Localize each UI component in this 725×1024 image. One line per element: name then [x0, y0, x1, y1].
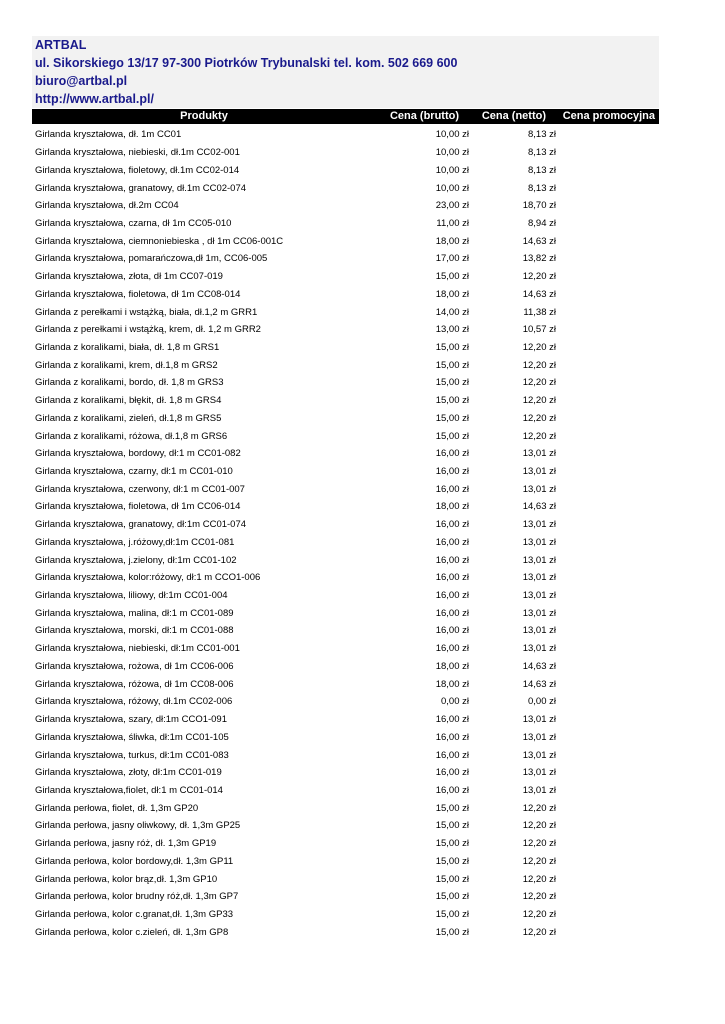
table-row [32, 870, 659, 888]
table-row [32, 268, 659, 286]
header-price-net: Cena (netto) [481, 110, 546, 122]
table-row [32, 604, 659, 622]
price-gross-cell: 10,00 zł [435, 147, 469, 159]
product-name-cell: Girlanda kryształowa, dł.2m CC04 [35, 200, 179, 212]
price-gross-cell: 13,00 zł [435, 324, 469, 336]
company-website[interactable]: http://www.artbal.pl/ [32, 90, 659, 108]
price-gross-cell: 15,00 zł [435, 395, 469, 407]
product-name-cell: Girlanda kryształowa,fiolet, dł:1 m CC01-014 [35, 784, 223, 796]
product-name-cell: Girlanda kryształowa, morski, dł:1 m CC01-088 [35, 625, 234, 637]
price-gross-cell: 16,00 zł [435, 448, 469, 460]
price-net-cell: 13,01 zł [522, 554, 556, 566]
price-gross-cell: 16,00 zł [435, 625, 469, 637]
company-email[interactable]: biuro@artbal.pl [32, 72, 659, 90]
table-row [32, 285, 659, 303]
price-gross-cell: 18,00 zł [435, 288, 469, 300]
price-gross-cell: 18,00 zł [435, 678, 469, 690]
price-net-cell: 11,38 zł [523, 306, 556, 318]
product-name-cell: Girlanda perłowa, fiolet, dł. 1,3m GP20 [35, 802, 199, 814]
table-row [32, 746, 659, 764]
product-name-cell: Girlanda kryształowa, rożowa, dł 1m CC06-006 [35, 660, 234, 672]
product-name-cell: Girlanda z koralikami, biała, dł. 1,8 m GRS1 [35, 341, 220, 353]
table-row [32, 782, 659, 800]
price-gross-cell: 15,00 zł [435, 341, 469, 353]
product-name-cell: Girlanda perłowa, kolor c.zieleń, dł. 1,3m GP8 [35, 926, 229, 938]
table-row [32, 569, 659, 587]
price-gross-cell: 16,00 zł [435, 767, 469, 779]
header-price-promo: Cena promocyjna [562, 110, 655, 122]
table-row [32, 534, 659, 552]
price-gross-cell: 16,00 zł [435, 466, 469, 478]
price-gross-cell: 10,00 zł [435, 129, 469, 141]
product-name-cell: Girlanda kryształowa, czarny, dł:1 m CC01-010 [35, 466, 233, 478]
table-row [32, 640, 659, 658]
product-name-cell: Girlanda kryształowa, fioletowa, dł 1m CC06-014 [35, 501, 241, 513]
price-gross-cell: 15,00 zł [435, 359, 469, 371]
price-gross-cell: 16,00 zł [435, 554, 469, 566]
product-name-cell: Girlanda kryształowa, czarna, dł 1m CC05-010 [35, 217, 232, 229]
table-row [32, 126, 659, 144]
table-header [32, 109, 659, 124]
table-row [32, 480, 659, 498]
price-net-cell: 13,01 zł [522, 767, 556, 779]
price-gross-cell: 16,00 zł [435, 590, 469, 602]
price-gross-cell: 15,00 zł [435, 855, 469, 867]
price-gross-cell: 16,00 zł [435, 784, 469, 796]
price-net-cell: 8,13 zł [528, 147, 556, 159]
company-name: ARTBAL [32, 36, 659, 54]
product-name-cell: Girlanda kryształowa, różowy, dł.1m CC02-006 [35, 696, 233, 708]
price-net-cell: 13,01 zł [522, 536, 556, 548]
price-net-cell: 12,20 zł [522, 891, 556, 903]
price-gross-cell: 15,00 zł [435, 820, 469, 832]
price-gross-cell: 16,00 zł [435, 749, 469, 761]
price-net-cell: 12,20 zł [522, 873, 556, 885]
price-net-cell: 12,20 zł [522, 430, 556, 442]
price-gross-cell: 10,00 zł [435, 182, 469, 194]
table-row [32, 215, 659, 233]
price-net-cell: 14,63 zł [522, 235, 556, 247]
table-row [32, 728, 659, 746]
table-row [32, 179, 659, 197]
price-gross-cell: 15,00 zł [435, 412, 469, 424]
price-list-page [32, 36, 659, 941]
header-price-gross: Cena (brutto) [389, 110, 459, 122]
price-gross-cell: 18,00 zł [435, 660, 469, 672]
price-net-cell: 18,70 zł [522, 200, 556, 212]
table-row [32, 906, 659, 924]
product-name-cell: Girlanda z perełkami i wstążką, krem, dł. 1,2 m GRR2 [35, 324, 261, 336]
table-row [32, 764, 659, 782]
table-row [32, 303, 659, 321]
price-gross-cell: 11,00 zł [436, 217, 469, 229]
table-row [32, 356, 659, 374]
price-gross-cell: 0,00 zł [441, 696, 469, 708]
table-row [32, 161, 659, 179]
product-name-cell: Girlanda perłowa, kolor c.granat,dł. 1,3m GP33 [35, 908, 234, 920]
price-net-cell: 13,01 zł [522, 714, 556, 726]
price-net-cell: 12,20 zł [522, 412, 556, 424]
product-name-cell: Girlanda kryształowa, malina, dł:1 m CC01-089 [35, 607, 234, 619]
price-net-cell: 13,82 zł [522, 253, 556, 265]
price-gross-cell: 23,00 zł [435, 200, 469, 212]
product-name-cell: Girlanda kryształowa, niebieski, dł:1m CC01-001 [35, 643, 240, 655]
price-net-cell: 14,63 zł [522, 501, 556, 513]
price-gross-cell: 16,00 zł [435, 572, 469, 584]
price-gross-cell: 16,00 zł [435, 714, 469, 726]
price-net-cell: 13,01 zł [522, 643, 556, 655]
product-name-cell: Girlanda kryształowa, bordowy, dł:1 m CC01-082 [35, 448, 241, 460]
table-row [32, 516, 659, 534]
price-gross-cell: 15,00 zł [435, 838, 469, 850]
product-name-cell: Girlanda z koralikami, bordo, dł. 1,8 m GRS3 [35, 377, 224, 389]
table-row [32, 232, 659, 250]
table-row [32, 427, 659, 445]
table-row [32, 144, 659, 162]
product-name-cell: Girlanda perłowa, kolor brąz,dł. 1,3m GP10 [35, 873, 218, 885]
table-row [32, 445, 659, 463]
price-net-cell: 14,63 zł [522, 678, 556, 690]
product-name-cell: Girlanda z koralikami, krem, dł.1,8 m GRS2 [35, 359, 218, 371]
table-row [32, 852, 659, 870]
price-gross-cell: 15,00 zł [435, 891, 469, 903]
product-name-cell: Girlanda kryształowa, j.zielony, dł:1m CC01-102 [35, 554, 237, 566]
price-net-cell: 13,01 zł [522, 784, 556, 796]
table-row [32, 410, 659, 428]
product-name-cell: Girlanda kryształowa, złoty, dł:1m CC01-019 [35, 767, 222, 779]
product-name-cell: Girlanda perłowa, jasny oliwkowy, dł. 1,3m GP25 [35, 820, 241, 832]
price-net-cell: 8,13 zł [528, 164, 556, 176]
price-gross-cell: 15,00 zł [435, 926, 469, 938]
price-net-cell: 12,20 zł [522, 395, 556, 407]
product-name-cell: Girlanda z koralikami, błękit, dł. 1,8 m GRS4 [35, 395, 222, 407]
price-net-cell: 12,20 zł [522, 820, 556, 832]
product-name-cell: Girlanda kryształowa, złota, dł 1m CC07-019 [35, 271, 223, 283]
price-gross-cell: 14,00 zł [435, 306, 469, 318]
company-address: ul. Sikorskiego 13/17 97-300 Piotrków Trybunalski tel. kom. 502 669 600 [32, 54, 659, 72]
price-net-cell: 13,01 zł [522, 466, 556, 478]
price-net-cell: 14,63 zł [522, 288, 556, 300]
price-gross-cell: 16,00 zł [435, 536, 469, 548]
product-name-cell: Girlanda kryształowa, czerwony, dł:1 m CC01-007 [35, 483, 245, 495]
price-net-cell: 13,01 zł [522, 731, 556, 743]
table-row [32, 622, 659, 640]
price-net-cell: 13,01 zł [522, 749, 556, 761]
product-name-cell: Girlanda kryształowa, fioletowa, dł 1m CC08-014 [35, 288, 241, 300]
table-row [32, 250, 659, 268]
product-name-cell: Girlanda kryształowa, niebieski, dł.1m CC02-001 [35, 147, 240, 159]
table-row [32, 693, 659, 711]
product-name-cell: Girlanda perłowa, kolor brudny róż,dł. 1,3m GP7 [35, 891, 239, 903]
price-net-cell: 8,13 zł [528, 182, 556, 194]
table-row [32, 711, 659, 729]
price-net-cell: 13,01 zł [522, 625, 556, 637]
price-net-cell: 13,01 zł [522, 590, 556, 602]
table-row [32, 835, 659, 853]
table-row [32, 498, 659, 516]
product-name-cell: Girlanda kryształowa, liliowy, dł:1m CC01-004 [35, 590, 228, 602]
price-net-cell: 12,20 zł [522, 855, 556, 867]
price-gross-cell: 15,00 zł [435, 873, 469, 885]
table-row [32, 888, 659, 906]
price-gross-cell: 15,00 zł [435, 271, 469, 283]
product-table-body [32, 126, 659, 941]
price-gross-cell: 16,00 zł [435, 607, 469, 619]
price-net-cell: 0,00 zł [528, 696, 556, 708]
product-name-cell: Girlanda z perełkami i wstążką, biała, dł.1,2 m GRR1 [35, 306, 258, 318]
product-name-cell: Girlanda kryształowa, ciemnoniebieska , dł 1m CC06-001C [35, 235, 284, 247]
product-name-cell: Girlanda kryształowa, pomarańczowa,dł 1m, CC06-005 [35, 253, 268, 265]
table-row [32, 374, 659, 392]
price-gross-cell: 15,00 zł [435, 802, 469, 814]
price-gross-cell: 16,00 zł [435, 519, 469, 531]
price-net-cell: 12,20 zł [522, 271, 556, 283]
price-gross-cell: 16,00 zł [435, 731, 469, 743]
price-net-cell: 12,20 zł [522, 908, 556, 920]
product-name-cell: Girlanda kryształowa, dł. 1m CC01 [35, 129, 182, 141]
header-product: Produkty [180, 110, 228, 122]
price-net-cell: 13,01 zł [522, 607, 556, 619]
price-net-cell: 12,20 zł [522, 377, 556, 389]
price-net-cell: 10,57 zł [522, 324, 556, 336]
price-gross-cell: 15,00 zł [435, 377, 469, 389]
price-net-cell: 12,20 zł [522, 341, 556, 353]
table-row [32, 923, 659, 941]
table-row [32, 551, 659, 569]
product-name-cell: Girlanda perłowa, kolor bordowy,dł. 1,3m GP11 [35, 855, 234, 867]
table-row [32, 799, 659, 817]
price-net-cell: 13,01 zł [522, 483, 556, 495]
price-gross-cell: 16,00 zł [435, 483, 469, 495]
table-row [32, 817, 659, 835]
price-net-cell: 12,20 zł [522, 802, 556, 814]
price-net-cell: 12,20 zł [522, 838, 556, 850]
product-name-cell: Girlanda kryształowa, szary, dł:1m CCO1-091 [35, 714, 227, 726]
price-gross-cell: 15,00 zł [435, 908, 469, 920]
product-name-cell: Girlanda kryształowa, j.różowy,dł:1m CC01-081 [35, 536, 235, 548]
price-gross-cell: 17,00 zł [435, 253, 469, 265]
price-gross-cell: 18,00 zł [435, 501, 469, 513]
table-row [32, 587, 659, 605]
table-row [32, 392, 659, 410]
price-net-cell: 8,13 zł [528, 129, 556, 141]
product-name-cell: Girlanda kryształowa, kolor:różowy, dł:1 m CCO1-006 [35, 572, 261, 584]
product-name-cell: Girlanda kryształowa, różowa, dł 1m CC08-006 [35, 678, 234, 690]
price-net-cell: 12,20 zł [522, 926, 556, 938]
price-gross-cell: 18,00 zł [435, 235, 469, 247]
product-name-cell: Girlanda z koralikami, zieleń, dł.1,8 m GRS5 [35, 412, 222, 424]
price-gross-cell: 15,00 zł [435, 430, 469, 442]
product-name-cell: Girlanda kryształowa, granatowy, dł.1m CC02-074 [35, 182, 247, 194]
price-net-cell: 12,20 zł [522, 359, 556, 371]
price-net-cell: 13,01 zł [522, 519, 556, 531]
price-net-cell: 8,94 zł [528, 217, 556, 229]
table-row [32, 197, 659, 215]
table-row [32, 463, 659, 481]
price-net-cell: 13,01 zł [522, 448, 556, 460]
product-name-cell: Girlanda kryształowa, granatowy, dł:1m CC01-074 [35, 519, 247, 531]
product-name-cell: Girlanda kryształowa, fioletowy, dł.1m CC02-014 [35, 164, 240, 176]
price-gross-cell: 10,00 zł [435, 164, 469, 176]
table-row [32, 339, 659, 357]
price-net-cell: 13,01 zł [522, 572, 556, 584]
product-name-cell: Girlanda perłowa, jasny róż, dł. 1,3m GP19 [35, 838, 217, 850]
table-row [32, 658, 659, 676]
table-row [32, 675, 659, 693]
table-row [32, 321, 659, 339]
product-name-cell: Girlanda z koralikami, różowa, dł.1,8 m GRS6 [35, 430, 228, 442]
price-net-cell: 14,63 zł [522, 660, 556, 672]
product-name-cell: Girlanda kryształowa, turkus, dł:1m CC01-083 [35, 749, 229, 761]
product-name-cell: Girlanda kryształowa, śliwka, dł:1m CC01-105 [35, 731, 229, 743]
price-gross-cell: 16,00 zł [435, 643, 469, 655]
